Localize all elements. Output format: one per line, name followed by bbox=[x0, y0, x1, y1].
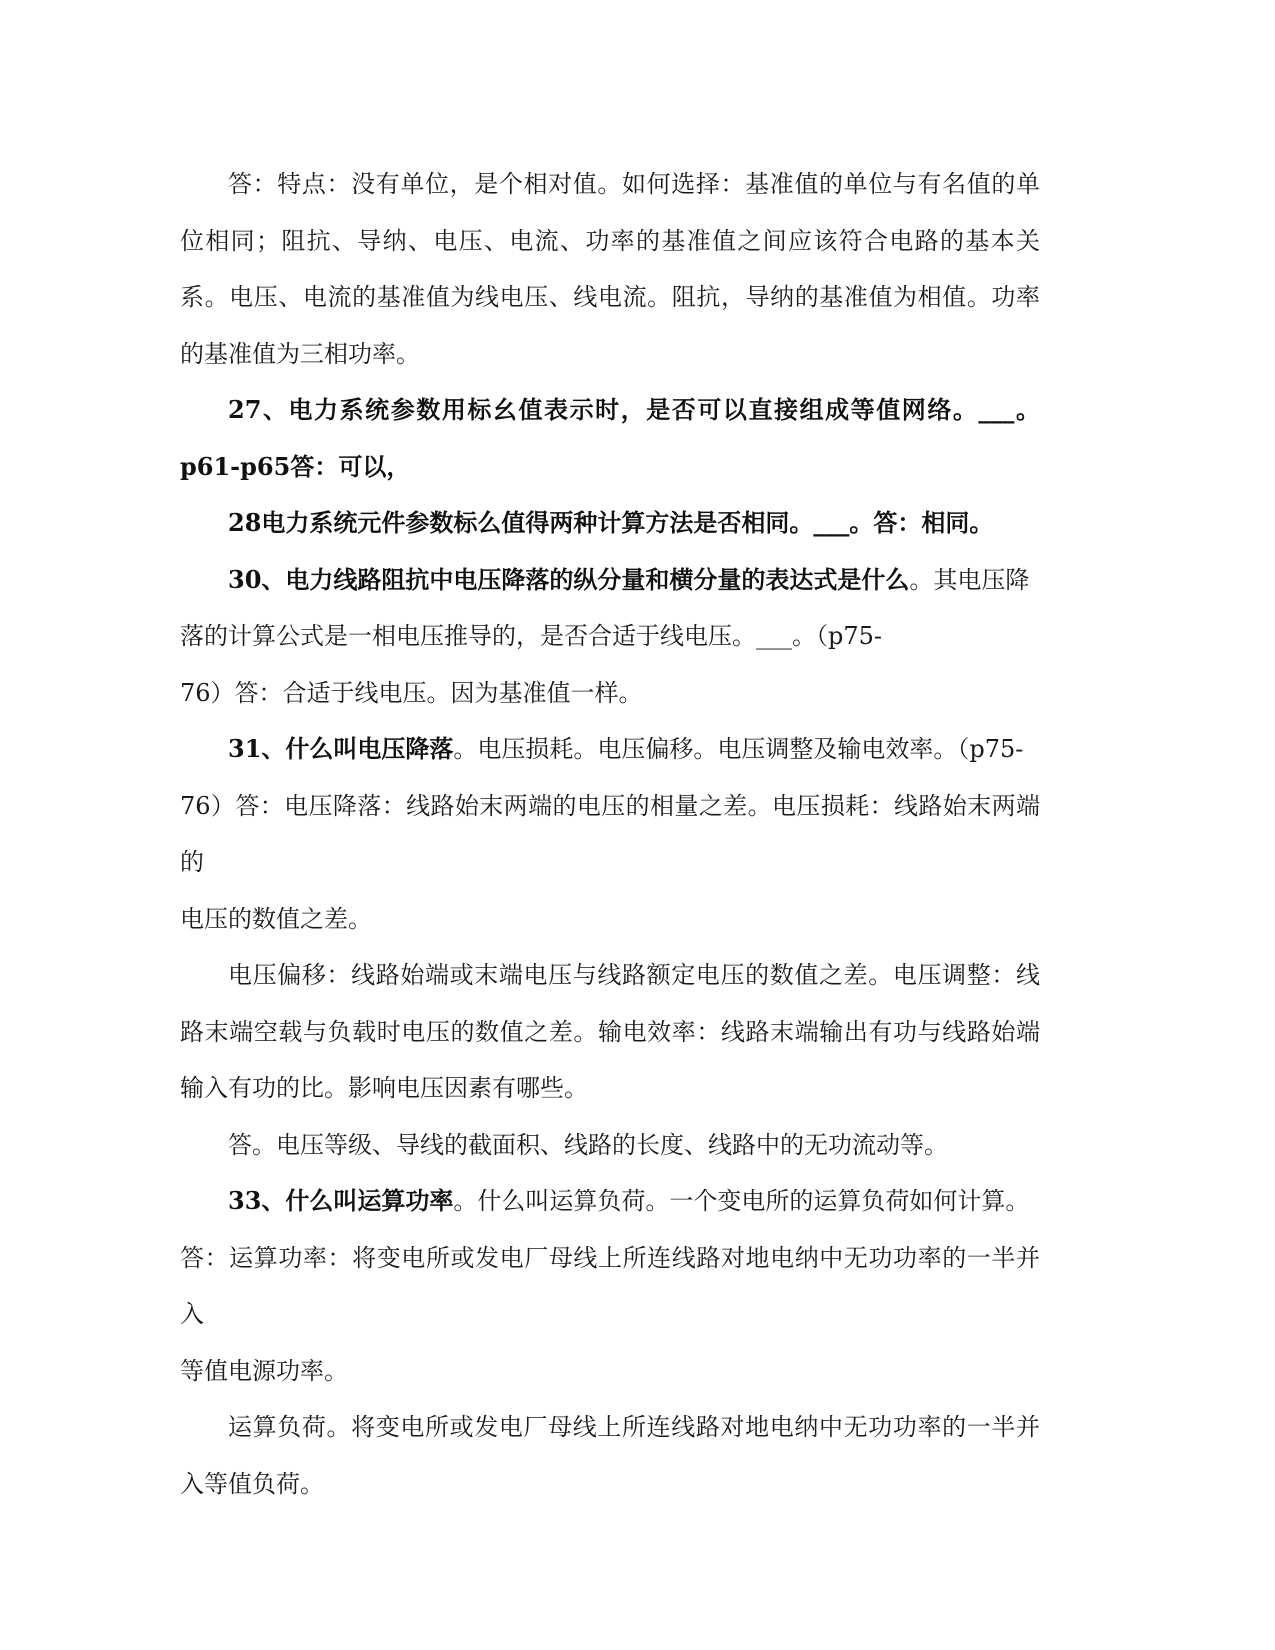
voltage-offset-paragraph: 电压偏移：线路始端或末端电压与线路额定电压的数值之差。电压调整：线路末端空载与负载时电压的数值之差。输电效率：线路末端输出有功与线路始端输入有功的比。影响电压因素有哪些。 bbox=[180, 961, 1040, 1102]
question-30-line3: 76）答：合适于线电压。因为基准值一样。 bbox=[180, 678, 643, 707]
document-page bbox=[180, 156, 1040, 1512]
question-31-line1-rest: 。电压损耗。电压偏移。电压调整及输电效率。（p75- bbox=[453, 735, 1024, 763]
question-33-title: 33、什么叫运算功率 bbox=[228, 1186, 454, 1215]
question-30-line1-rest: 。其电压降 bbox=[909, 565, 1030, 594]
question-31-title: 31、什么叫电压降落 bbox=[228, 734, 454, 763]
question-27-text: 27、电力系统参数用标幺值表示时，是否可以直接组成等值网络。___。p61-p65答：可以， bbox=[180, 395, 1040, 481]
question-33-line2: 答：运算功率：将变电所或发电厂母线上所连线路对地电纳中无功功率的一半并入 bbox=[180, 1243, 1040, 1328]
question-28 bbox=[180, 495, 1040, 552]
question-31-line2: 76）答：电压降落：线路始末两端的电压的相量之差。电压损耗：线路始末两端的 bbox=[180, 791, 1040, 876]
question-28-text: 28电力系统元件参数标么值得两种计算方法是否相同。___。答：相同。 bbox=[228, 508, 994, 537]
question-33 bbox=[180, 1173, 1040, 1399]
voltage-factors-answer: 答。电压等级、导线的截面积、线路的长度、线路中的无功流动等。 bbox=[228, 1130, 948, 1159]
question-33-line3: 等值电源功率。 bbox=[180, 1356, 348, 1385]
question-30-line2: 落的计算公式是一相电压推导的，是否合适于线电压。___。（p75- bbox=[180, 622, 883, 650]
operational-load-paragraph: 运算负荷。将变电所或发电厂母线上所连线路对地电纳中无功功率的一半并入等值负荷。 bbox=[180, 1413, 1040, 1498]
question-31 bbox=[180, 721, 1040, 947]
question-33-line1-rest: 。什么叫运算负荷。一个变电所的运算负荷如何计算。 bbox=[453, 1187, 1030, 1215]
question-30 bbox=[180, 552, 1040, 722]
question-27 bbox=[180, 382, 1040, 495]
question-31-line3: 电压的数值之差。 bbox=[180, 904, 372, 933]
answer-paragraph-per-unit-features: 答：特点：没有单位，是个相对值。如何选择：基准值的单位与有名值的单位相同；阻抗、导纳、电压、电流、功率的基准值之间应该符合电路的基本关系。电压、电流的基准值为线电压、线电流。阻抗，导纳的基准值为相值。功率的基准值为三相功率。 bbox=[180, 170, 1040, 368]
question-30-title: 30、电力线路阻抗中电压降落的纵分量和横分量的表达式是什么 bbox=[228, 564, 910, 594]
